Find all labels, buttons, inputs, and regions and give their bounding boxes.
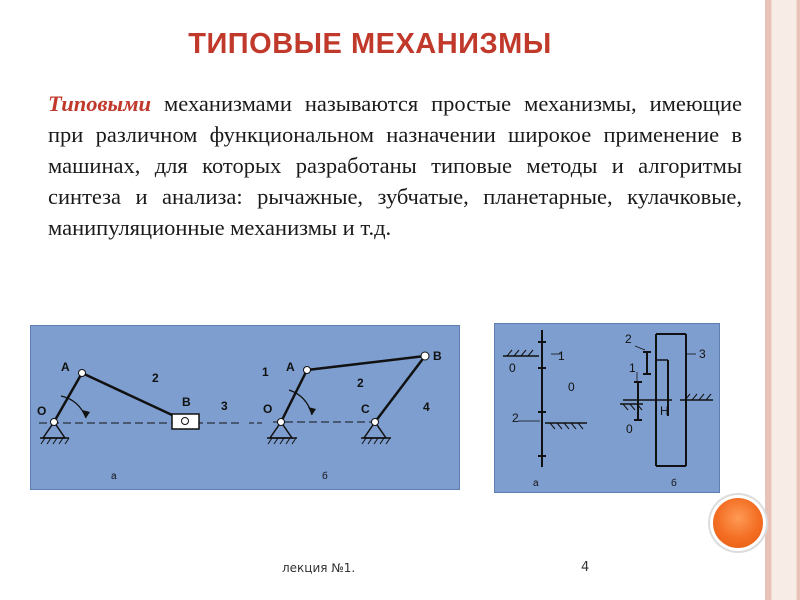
rotation-arrowhead bbox=[82, 410, 90, 418]
side-stripe-inner bbox=[771, 0, 797, 600]
rocker-link-4 bbox=[375, 356, 425, 422]
gear-b-label-H: H bbox=[660, 404, 669, 418]
label-A-b: A bbox=[286, 360, 295, 374]
joint-B-b bbox=[421, 352, 429, 360]
gear-a-label-1: 1 bbox=[558, 349, 565, 363]
lever-mechanisms-figure bbox=[30, 325, 460, 490]
crank-link bbox=[54, 373, 82, 422]
caption-b: б bbox=[322, 471, 328, 482]
rotation-arrow bbox=[61, 396, 86, 418]
slider-crank-mechanism bbox=[37, 360, 263, 482]
gear-pair-drawing bbox=[503, 330, 587, 489]
label-link-2-b: 2 bbox=[357, 376, 364, 390]
sun-bearing-hatch bbox=[623, 404, 642, 410]
leader-2-b bbox=[635, 346, 645, 350]
crank-link-1 bbox=[281, 370, 307, 422]
output-bearing-hatch bbox=[685, 394, 711, 400]
gear-a-label-2: 2 bbox=[512, 411, 519, 425]
gear-a-caption: а bbox=[533, 478, 539, 489]
caption-a: а bbox=[111, 471, 117, 482]
joint-B bbox=[182, 418, 189, 425]
decorative-orange-circle bbox=[713, 498, 763, 548]
gear-b-label-3: 3 bbox=[699, 347, 706, 361]
joint-O bbox=[51, 419, 58, 426]
joint-O-b bbox=[278, 419, 285, 426]
label-O-b: O bbox=[263, 402, 273, 416]
gear-b-label-2: 2 bbox=[625, 332, 632, 346]
bearing-right-hatch bbox=[550, 423, 583, 429]
label-A: A bbox=[61, 360, 70, 374]
label-C: C bbox=[361, 402, 370, 416]
gear-b-label-0: 0 bbox=[626, 422, 633, 436]
label-link-2: 2 bbox=[152, 371, 159, 385]
ground-hatch bbox=[41, 438, 69, 444]
gear-b-caption: б bbox=[671, 478, 677, 489]
four-bar-mechanism bbox=[262, 349, 442, 482]
ground-hatch-O-b bbox=[268, 438, 296, 444]
joint-C bbox=[372, 419, 379, 426]
gear-b-label-1: 1 bbox=[629, 361, 636, 375]
label-link-4: 4 bbox=[423, 400, 430, 414]
label-B: B bbox=[182, 395, 191, 409]
ground-hatch-C bbox=[362, 438, 390, 444]
label-link-3: 3 bbox=[221, 399, 228, 413]
gear-a-label-0-left: 0 bbox=[509, 361, 516, 375]
key-term: Типовыми bbox=[48, 91, 152, 116]
connecting-rod bbox=[82, 373, 185, 421]
page-number: 4 bbox=[581, 560, 590, 575]
gear-mechanisms-drawing bbox=[495, 324, 719, 492]
rotation-arrow-b bbox=[289, 390, 312, 415]
footer-lecture-label: лекция №1. bbox=[282, 561, 356, 575]
joint-A-b bbox=[304, 367, 311, 374]
label-link-1: 1 bbox=[262, 365, 269, 379]
slide-title: ТИПОВЫЕ МЕХАНИЗМЫ bbox=[188, 28, 552, 60]
coupler-link-2 bbox=[307, 356, 425, 370]
joint-A bbox=[79, 370, 86, 377]
body-paragraph: механизмами называются простые механизмы, имеющие при различном функциональном назначении широкое применение в машинах, для которых разработаны типовые методы и алгоритмы синтеза и анализа: рычажные, зубчатые, планетарные, кулачковые, манипуляционные механизмы и т.д. bbox=[48, 91, 743, 240]
slide-body bbox=[48, 88, 742, 243]
lever-mechanisms-drawing bbox=[31, 326, 459, 489]
gear-a-label-0-right: 0 bbox=[568, 380, 575, 394]
gear-mechanisms-figure bbox=[494, 323, 720, 493]
bearing-left-hatch bbox=[507, 350, 533, 356]
rotation-arrowhead-b bbox=[308, 407, 316, 415]
label-O: O bbox=[37, 404, 47, 418]
label-B-b: B bbox=[433, 349, 442, 363]
planetary-gear-drawing bbox=[620, 332, 713, 489]
